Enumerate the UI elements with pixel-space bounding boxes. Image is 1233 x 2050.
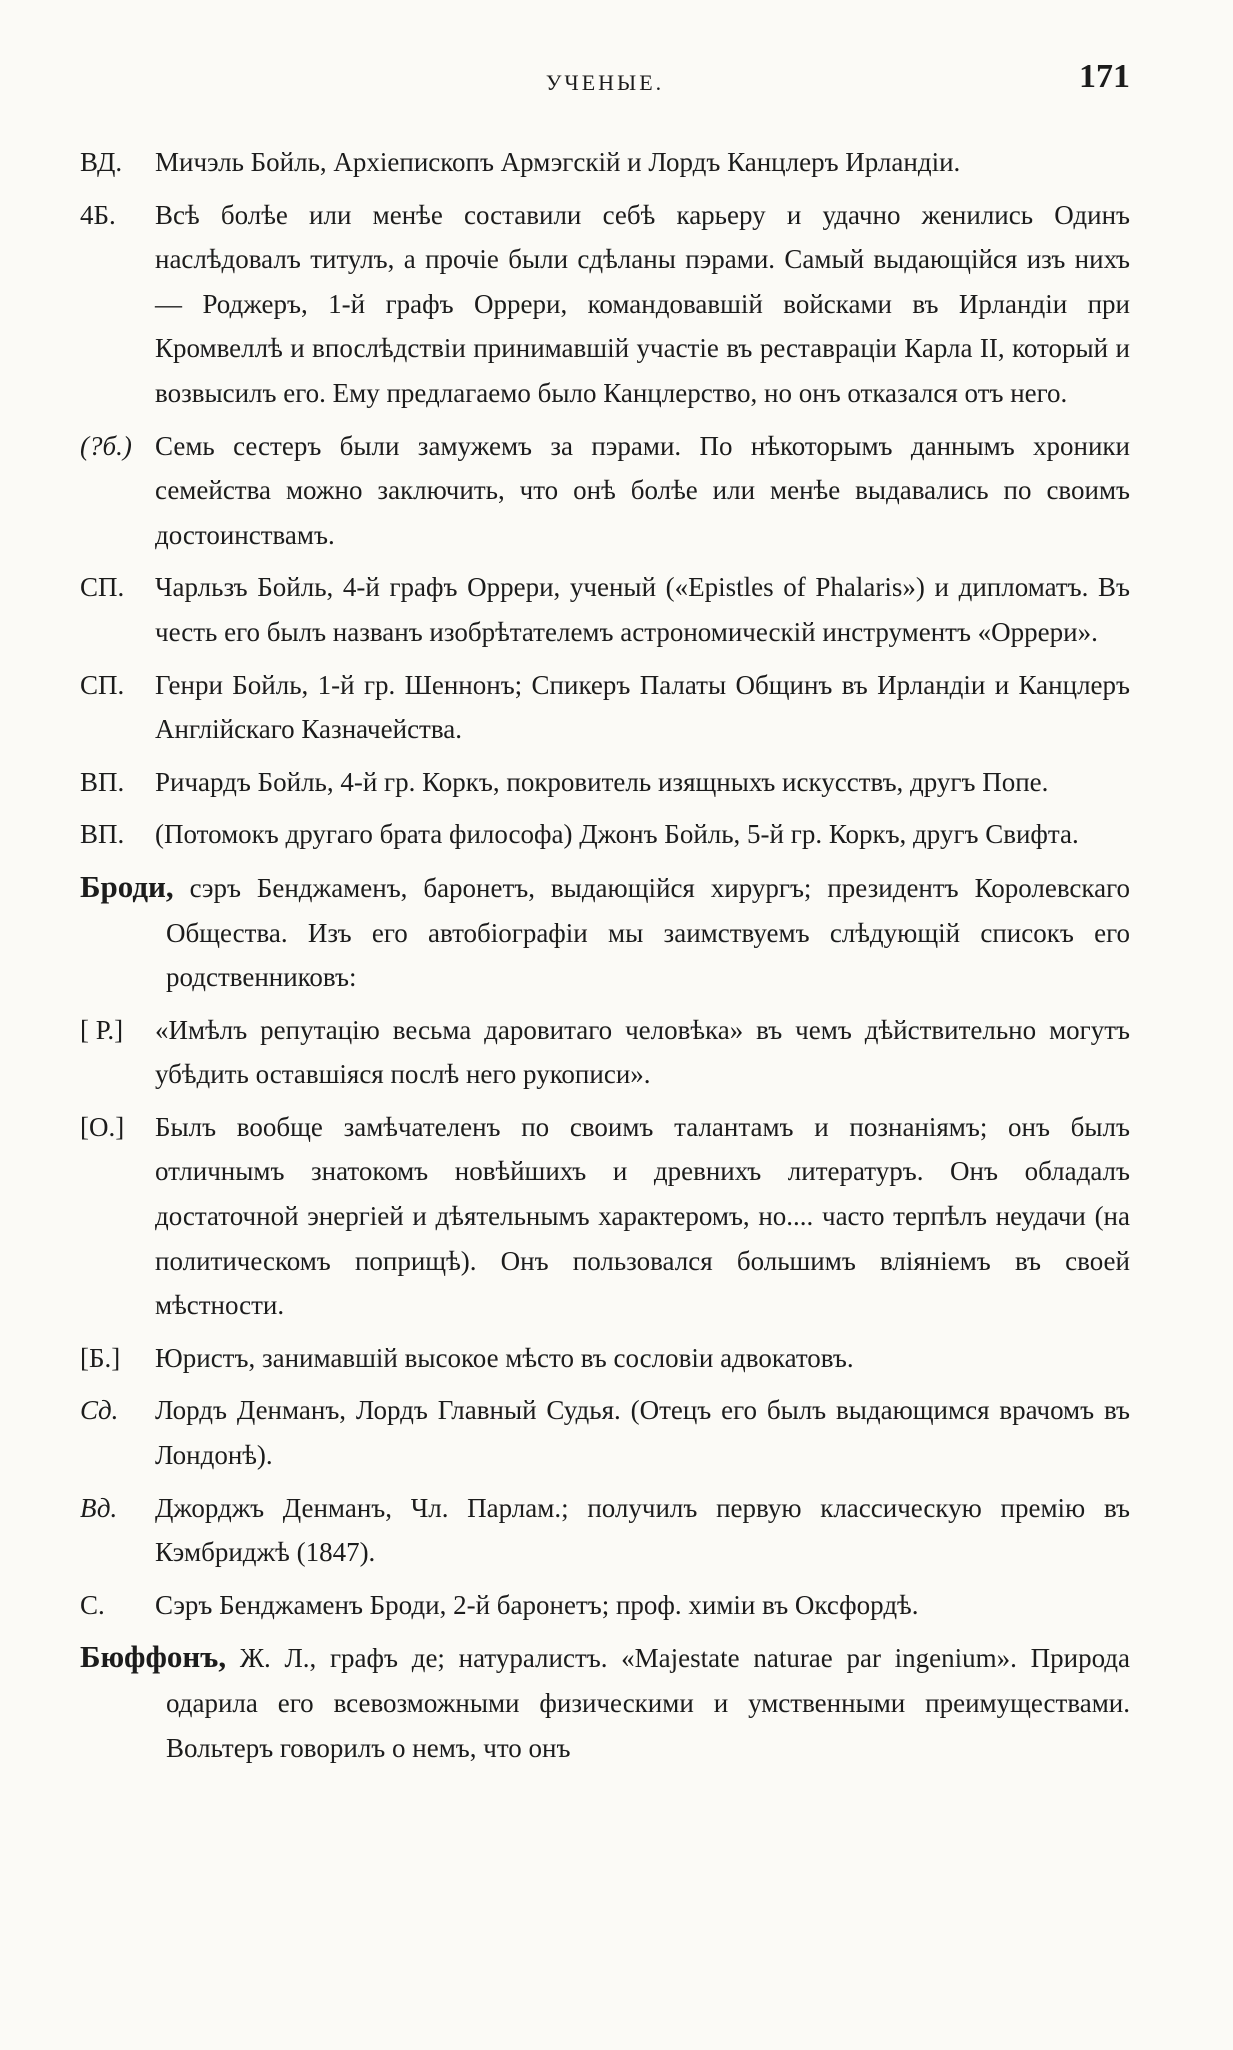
entry-text: «Имѣлъ репутацію весьма даровитаго человѣка» въ чемъ дѣйствительно могутъ убѣдить оставшіяся послѣ него рукописи». xyxy=(155,1014,1130,1090)
kin-entry xyxy=(80,1486,1130,1575)
person-entry-brodie xyxy=(80,865,1130,1000)
kinship-tag: [Б.] xyxy=(80,1342,121,1373)
entry-text: Ричардъ Бойль, 4-й гр. Коркъ, покровитель изящныхъ искусствъ, другъ Попе. xyxy=(155,766,1049,797)
kinship-tag: Сд. xyxy=(80,1395,119,1426)
entry-text: Сэръ Бенджаменъ Броди, 2-й баронетъ; проф. химіи въ Оксфордѣ. xyxy=(155,1589,919,1620)
kinship-tag: [ Р.] xyxy=(80,1014,124,1045)
kinship-tag: ВД. xyxy=(80,147,123,177)
person-name: Броди, xyxy=(80,868,174,904)
kin-entry xyxy=(80,812,1130,857)
kinship-tag: 4Б. xyxy=(80,199,116,230)
kinship-tag: ВП. xyxy=(80,766,125,797)
entry-text: Джорджъ Денманъ, Чл. Парлам.; получилъ первую классическую премію въ Кэмбриджѣ (1847). xyxy=(155,1492,1130,1568)
running-head: УЧЕНЫЕ. xyxy=(545,70,665,95)
kin-entry xyxy=(80,1388,1130,1477)
kinship-tag: Вд. xyxy=(80,1492,118,1523)
page-header xyxy=(80,58,1130,108)
entry-text: Чарльзъ Бойль, 4-й графъ Оррери, ученый («Epistles of Phalaris») и дипломатъ. Въ честь его былъ названъ изобрѣтателемъ астрономическій инструментъ «Оррери». xyxy=(155,572,1130,647)
entry-text: Юристъ, занимавшій высокое мѣсто въ сословіи адвокатовъ. xyxy=(155,1342,854,1373)
entry-text: Всѣ болѣе или менѣе составили себѣ карьеру и удачно женились Одинъ наслѣдовалъ титулъ, а прочіе были сдѣланы пэрами. Самый выдающійся изъ нихъ — Роджеръ, 1-й графъ Оррери, командовавшій войсками въ Ирландіи при Кромвеллѣ и впослѣдствіи принимавшій участіе въ реставраціи Карла II, который и возвысилъ его. Ему предлагаемо было Канцлерство, но онъ отказался отъ него. xyxy=(155,199,1130,408)
kinship-tag: (?б.) xyxy=(80,430,132,461)
kin-entry xyxy=(80,140,1130,185)
entry-text: (Потомокъ другаго брата философа) Джонъ Бойль, 5-й гр. Коркъ, другъ Свифта. xyxy=(155,819,1079,850)
page-number: 171 xyxy=(1079,58,1130,95)
entries-column xyxy=(80,140,1130,1770)
kin-entry xyxy=(80,424,1130,558)
person-name: Бюффонъ, xyxy=(80,1639,227,1675)
kinship-tag: СП. xyxy=(80,669,125,700)
kin-entry xyxy=(80,760,1130,805)
kin-entry xyxy=(80,1105,1130,1328)
kin-entry xyxy=(80,193,1130,416)
kin-entry xyxy=(80,1336,1130,1381)
kin-entry xyxy=(80,565,1130,654)
kinship-tag: С. xyxy=(80,1589,105,1620)
entry-text: Мичэль Бойль, Архіепископъ Армэгскій и Лордъ Канцлеръ Ирландіи. xyxy=(155,147,961,177)
kin-entry xyxy=(80,1583,1130,1628)
kinship-tag: СП. xyxy=(80,572,125,603)
person-entry-buffon xyxy=(80,1635,1130,1770)
kinship-tag: ВП. xyxy=(80,819,125,850)
kin-entry xyxy=(80,1008,1130,1097)
entry-text: Семь сестеръ были замужемъ за пэрами. По нѣкоторымъ даннымъ хроники семейства можно заключить, что онѣ болѣе или менѣе выдавались по своимъ достоинствамъ. xyxy=(155,430,1130,550)
entry-text: Былъ вообще замѣчателенъ по своимъ талантамъ и познаніямъ; онъ былъ отличнымъ знатокомъ новѣйшихъ и древнихъ литературъ. Онъ обладалъ достаточной энергіей и дѣятельнымъ характеромъ, но.... часто терпѣлъ неудачи (на политическомъ поприщѣ). Онъ пользовался большимъ вліяніемъ въ своей мѣстности. xyxy=(155,1111,1130,1321)
person-description: сэръ Бенджаменъ, баронетъ, выдающійся хирургъ; президентъ Королевскаго Общества. Изъ его автобіографіи мы заимствуемъ слѣдующій списокъ его родственниковъ: xyxy=(166,872,1131,993)
entry-text: Лордъ Денманъ, Лордъ Главный Судья. (Отецъ его былъ выдающимся врачомъ въ Лондонѣ). xyxy=(155,1395,1130,1471)
person-description: Ж. Л., графъ де; натуралистъ. «Majestate naturae par ingenium». Природа одарила его всевозможными физическими и умственными преимуществами. Вольтеръ говорилъ о немъ, что онъ xyxy=(166,1643,1131,1763)
entry-text: Генри Бойль, 1-й гр. Шеннонъ; Спикеръ Палаты Общинъ въ Ирландіи и Канцлеръ Англійскаго Казначейства. xyxy=(155,669,1130,745)
kin-entry xyxy=(80,663,1130,752)
kinship-tag: [О.] xyxy=(80,1111,125,1142)
